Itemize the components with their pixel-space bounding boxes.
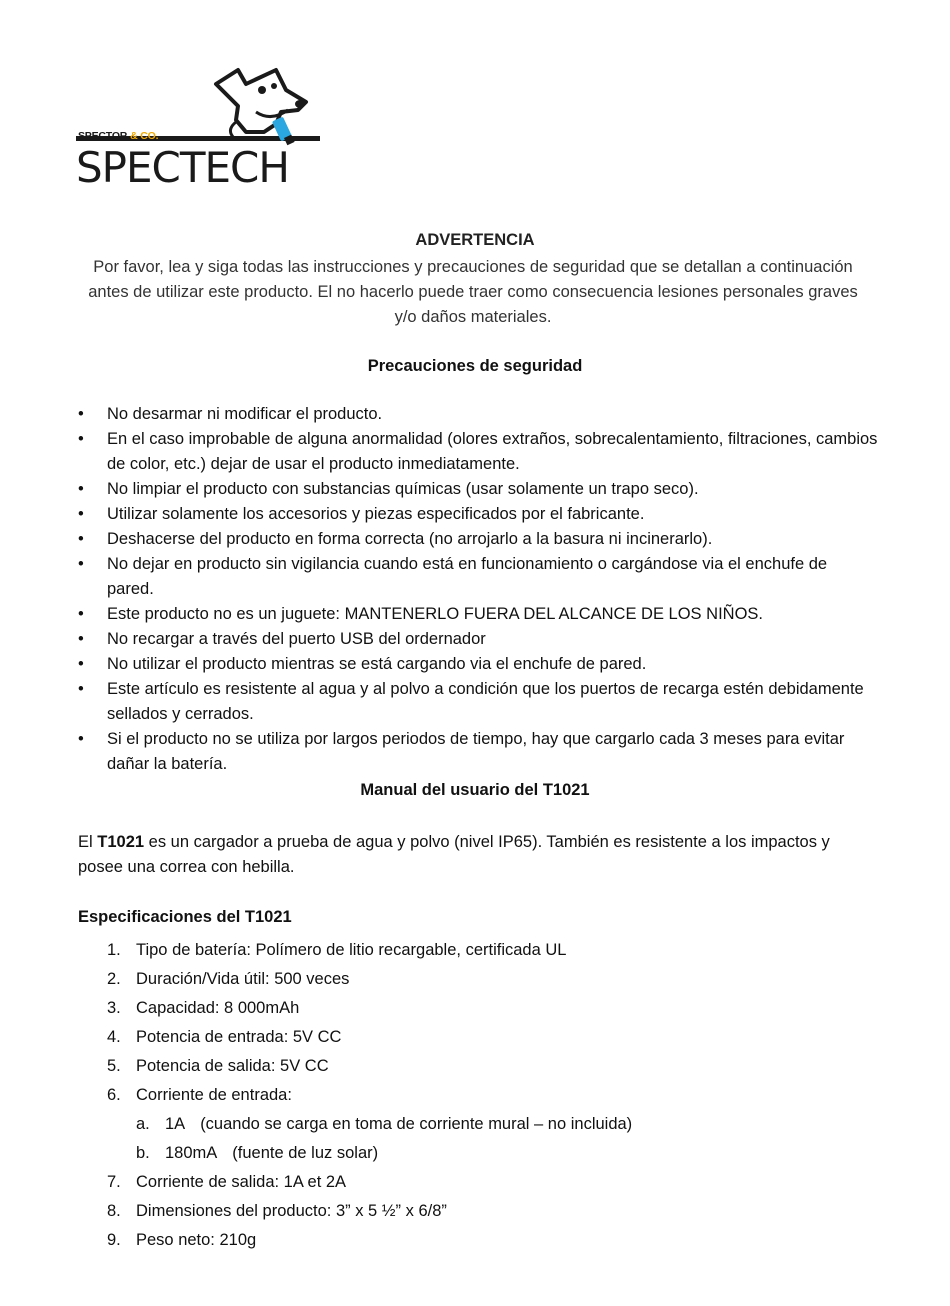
spec-number: 4.	[107, 1028, 121, 1046]
list-item: • No recargar a través del puerto USB del ordernador	[78, 627, 878, 652]
sub-value: 1A	[165, 1115, 186, 1133]
spec-number: 3.	[107, 999, 121, 1017]
spec-text: Corriente de entrada:	[136, 1086, 292, 1104]
spec-text: Corriente de salida: 1A et 2A	[136, 1173, 347, 1191]
specs-title: Especificaciones del T1021	[78, 908, 292, 926]
sub-text: (fuente de luz solar)	[232, 1144, 379, 1162]
spec-number: 1.	[107, 941, 121, 959]
list-item: • No limpiar el producto con substancias químicas (usar solamente un trapo seco).	[78, 477, 878, 502]
list-item: • No utilizar el producto mientras se está cargando via el enchufe de pared.	[78, 652, 878, 677]
intro-rest: es un cargador a prueba de agua y polvo (nivel IP65). También es resistente a los impactos y posee una correa con hebilla.	[78, 833, 830, 876]
spec-number: 9.	[107, 1231, 121, 1249]
logo-amp-co: & CO.	[130, 130, 159, 142]
spec-item	[107, 1081, 632, 1168]
safety-title: Precauciones de seguridad	[367, 357, 583, 375]
manual-intro	[78, 830, 878, 880]
spec-item	[107, 936, 632, 965]
spec-item	[107, 1197, 632, 1226]
spec-item	[107, 994, 632, 1023]
spec-item	[107, 1052, 632, 1081]
list-item: • Deshacerse del producto en forma correcta (no arrojarlo a la basura ni incinerarlo).	[78, 527, 878, 552]
list-item: • No desarmar ni modificar el producto.	[78, 402, 878, 427]
input-current-sublist	[136, 1110, 632, 1168]
list-item: • Si el producto no se utiliza por largos periodos de tiempo, hay que cargarlo cada 3 meses para evitar dañar la batería.	[78, 727, 878, 777]
safety-list	[78, 402, 878, 777]
specs-list	[107, 936, 632, 1255]
sub-value: 180mA	[165, 1144, 218, 1162]
sub-text: (cuando se carga en toma de corriente mural – no incluida)	[200, 1115, 633, 1133]
logo-main-text: SPECTECH	[76, 143, 289, 192]
spec-text: Tipo de batería: Polímero de litio recargable, certificada UL	[136, 941, 567, 959]
spec-number: 5.	[107, 1057, 121, 1075]
warning-text: Por favor, lea y siga todas las instrucciones y precauciones de seguridad que se detallan a continuación antes de utilizar este producto. El no hacerlo puede traer como consecuencia lesiones personales graves y/o daños materiales.	[88, 258, 858, 326]
sub-item	[136, 1110, 632, 1139]
list-item: • En el caso improbable de alguna anormalidad (olores extraños, sobrecalentamiento, filtraciones, cambios de color, etc.) dejar de usar el producto inmediatamente.	[78, 427, 878, 477]
list-item: • Este producto no es un juguete: MANTENERLO FUERA DEL ALCANCE DE LOS NIÑOS.	[78, 602, 878, 627]
list-item: • No dejar en producto sin vigilancia cuando está en funcionamiento o cargándose via el enchufe de pared.	[78, 552, 878, 602]
spec-text: Capacidad: 8 000mAh	[136, 999, 300, 1017]
list-item: • Este artículo es resistente al agua y al polvo a condición que los puertos de recarga estén debidamente sellados y cerrados.	[78, 677, 878, 727]
spec-item	[107, 1023, 632, 1052]
intro-model: T1021	[97, 833, 145, 851]
spec-text: Peso neto: 210g	[136, 1231, 257, 1249]
spectech-logo	[76, 62, 326, 194]
spec-text: Potencia de entrada: 5V CC	[136, 1028, 342, 1046]
spec-item	[107, 1226, 632, 1255]
sub-letter: b.	[136, 1144, 150, 1162]
list-item: • Utilizar solamente los accesorios y piezas especificados por el fabricante.	[78, 502, 878, 527]
spec-number: 7.	[107, 1173, 121, 1191]
spec-text: Potencia de salida: 5V CC	[136, 1057, 329, 1075]
logo-small-text: SPECTOR	[78, 130, 128, 142]
spec-number: 2.	[107, 970, 121, 988]
spec-number: 8.	[107, 1202, 121, 1220]
spec-item	[107, 1168, 632, 1197]
intro-prefix: El	[78, 833, 98, 851]
sub-item	[136, 1139, 632, 1168]
spec-item	[107, 965, 632, 994]
sub-letter: a.	[136, 1115, 150, 1133]
manual-title: Manual del usuario del T1021	[360, 781, 590, 799]
warning-title: ADVERTENCIA	[415, 231, 535, 249]
spec-text: Dimensiones del producto: 3” x 5 ½” x 6/8”	[136, 1202, 447, 1220]
spec-text: Duración/Vida útil: 500 veces	[136, 970, 350, 988]
spec-number: 6.	[107, 1086, 121, 1104]
